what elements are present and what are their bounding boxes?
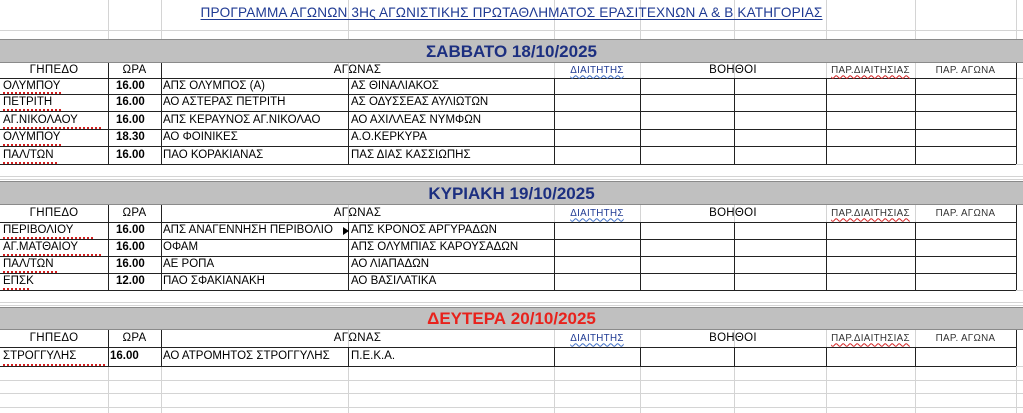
match-home-team: ΑΠΣ ΚΕΡΑΥΝΟΣ ΑΓ.ΝΙΚΟΛΑΟ [163,113,321,126]
match-time: 16.00 [110,350,139,363]
match-away-team: ΠΑΣ ΔΙΑΣ ΚΑΣΣΙΩΠΗΣ [351,148,471,161]
overflow-arrow-icon [343,227,349,235]
col-header-match: ΑΓΩΝΑΣ [333,206,382,219]
day-label-sunday: ΚΥΡΙΑΚΗ 19/10/2025 [428,183,595,203]
match-time: 16.00 [116,113,145,126]
match-away-team: ΑΣ ΟΔΥΣΣΕΑΣ ΑΥΛΙΩΤΩΝ [351,96,489,109]
col-header-match-observer: ΠΑΡ. ΑΓΩΝΑ [935,64,996,76]
match-time: 12.00 [116,275,145,288]
match-venue: ΠΑΛ/ΤΩΝ [3,148,54,161]
match-away-team: ΑΠΣ ΚΡΟΝΟΣ ΑΡΓΥΡΑΔΩΝ [351,224,497,237]
match-time: 16.00 [116,224,145,237]
col-header-ref-observer: ΠΑΡ.ΔΙΑΙΤΗΣΙΑΣ [831,64,910,76]
col-header-venue: ΓΗΠΕΔΟ [29,206,79,219]
match-time: 16.00 [116,148,145,161]
match-venue: ΑΓ.ΜΑΤΘΑΙΟΥ [3,241,78,254]
col-header-ref-observer: ΠΑΡ.ΔΙΑΙΤΗΣΙΑΣ [831,332,910,344]
match-away-team: Α.Ο.ΚΕΡΚΥΡΑ [351,131,427,144]
col-header-ref-observer: ΠΑΡ.ΔΙΑΙΤΗΣΙΑΣ [831,207,910,219]
match-home-team: ΑΟ ΑΣΤΕΡΑΣ ΠΕΤΡΙΤΗ [163,96,286,109]
page-title: ΠΡΟΓΡΑΜΜΑ ΑΓΩΝΩΝ 3Ης ΑΓΩΝΙΣΤΙΚΗΣ ΠΡΩΤΑΘΛΗΜΑΤΟΣ ΕΡΑΣΙΤΕΧΝΩΝ Α & Β ΚΑΤΗΓΟΡΙΑΣ [200,5,823,21]
match-time: 16.00 [116,96,145,109]
match-away-team: Π.Ε.Κ.Α. [351,350,396,363]
match-time: 18.30 [116,131,145,144]
match-home-team: ΑΕ ΡΟΠΑ [163,258,215,271]
match-time: 16.00 [116,258,145,271]
match-home-team: ΠΑΟ ΣΦΑΚΙΑΝΑΚΗ [163,275,265,288]
col-header-time: ΩΡΑ [122,331,147,344]
match-venue: ΣΤΡΟΓΓΥΛΗΣ [3,350,77,363]
match-away-team: ΑΟ ΛΙΑΠΑΔΩΝ [351,258,430,271]
col-header-time: ΩΡΑ [122,63,147,76]
col-header-venue: ΓΗΠΕΔΟ [29,63,79,76]
match-time: 16.00 [116,79,145,92]
match-home-team: ΟΦΑΜ [163,241,199,254]
match-venue: ΠΕΤΡΙΤΗ [3,96,53,109]
col-header-referee: ΔΙΑΙΤΗΤΗΣ [570,64,624,76]
match-venue: ΕΠΣΚ [3,275,34,288]
col-header-referee: ΔΙΑΙΤΗΤΗΣ [570,207,624,219]
match-away-team: ΑΟ ΑΧΙΛΛΕΑΣ ΝΥΜΦΩΝ [351,113,482,126]
col-header-time: ΩΡΑ [122,206,147,219]
match-away-team: ΑΠΣ ΟΛΥΜΠΙΑΣ ΚΑΡΟΥΣΑΔΩΝ [351,241,519,254]
match-home-team: ΠΑΟ ΚΟΡΑΚΙΑΝΑΣ [163,148,264,161]
day-label-monday: ΔΕΥΤΕΡΑ 20/10/2025 [427,309,596,328]
col-header-referee: ΔΙΑΙΤΗΤΗΣ [570,332,624,344]
match-venue: ΠΕΡΙΒΟΛΙΟΥ [3,224,74,237]
match-home-team: ΑΟ ΦΟΙΝΙΚΕΣ [163,131,238,144]
match-venue: ΟΛΥΜΠΟΥ [3,79,61,92]
match-home-team: ΑΠΣ ΑΝΑΓΕΝΝΗΣΗ ΠΕΡΙΒΟΛΙΟ [163,224,333,237]
col-header-match: ΑΓΩΝΑΣ [333,63,382,76]
col-header-assistants: ΒΟΗΘΟΙ [709,331,757,344]
day-label-saturday: ΣΑΒΒΑΤΟ 18/10/2025 [425,41,597,61]
match-time: 16.00 [116,241,145,254]
col-header-venue: ΓΗΠΕΔΟ [29,331,79,344]
match-venue: ΠΑΛ/ΤΩΝ [3,258,54,271]
col-header-assistants: ΒΟΗΘΟΙ [709,206,757,219]
match-away-team: ΑΟ ΒΑΣΙΛΑΤΙΚΑ [351,275,437,288]
col-header-match-observer: ΠΑΡ. ΑΓΩΝΑ [935,207,996,219]
match-venue: ΑΓ.ΝΙΚΟΛΑΟΥ [3,113,78,126]
match-home-team: ΑΟ ΑΤΡΟΜΗΤΟΣ ΣΤΡΟΓΓΥΛΗΣ [163,350,330,363]
col-header-assistants: ΒΟΗΘΟΙ [709,63,757,76]
col-header-match-observer: ΠΑΡ. ΑΓΩΝΑ [935,332,996,344]
match-venue: ΟΛΥΜΠΟΥ [3,131,61,144]
col-header-match: ΑΓΩΝΑΣ [333,331,382,344]
match-home-team: ΑΠΣ ΟΛΥΜΠΟΣ (Α) [163,79,265,92]
match-away-team: ΑΣ ΘΙΝΑΛΙΑΚΟΣ [351,79,440,92]
